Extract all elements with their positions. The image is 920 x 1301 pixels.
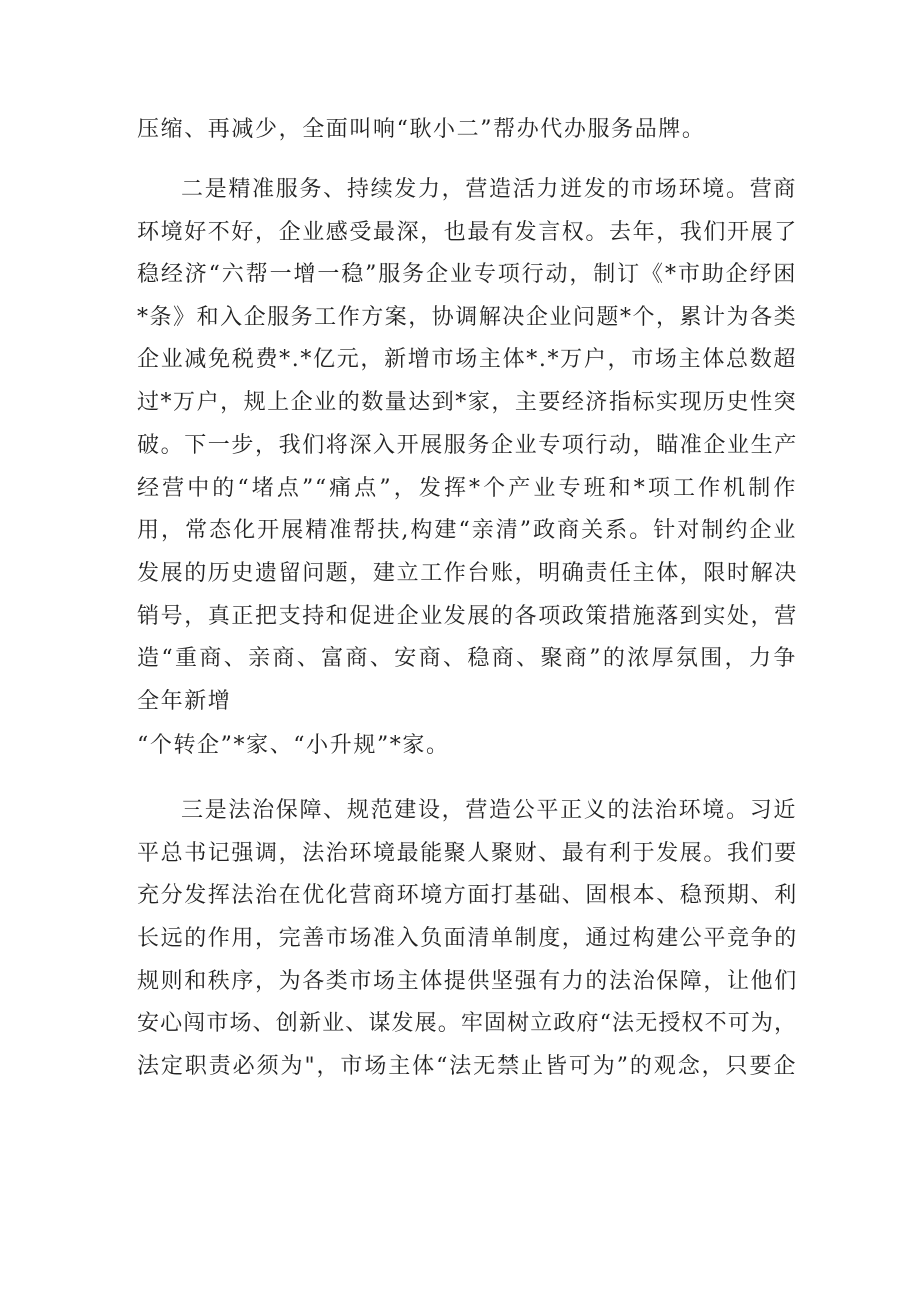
text-line: 过*万户，规上企业的数量达到*家，主要经济指标实现历史性突 [137, 390, 797, 415]
paragraph-first-line: 三是法治保障、规范建设，营造公平正义的法治环境。习近 [181, 798, 797, 823]
text-line: 长远的作用，完善市场准入负面清单制度，通过构建公平竞争的 [137, 926, 798, 951]
text-line: 规则和秩序，为各类市场主体提供坚强有力的法治保障，让他们 [137, 969, 798, 994]
text-line: 企业减免税费*.*亿元，新增市场主体*.*万户，市场主体总数超 [137, 347, 797, 372]
text-line: 销号，真正把支持和促进企业发展的各项政策措施落到实处，营 [137, 604, 798, 629]
text-line: 环境好不好，企业感受最深，也最有发言权。去年，我们开展了 [137, 220, 798, 245]
text-line: 压缩、再减少，全面叫响“耿小二”帮办代办服务品牌。 [137, 117, 706, 142]
text-line: *条》和入企服务工作方案，协调解决企业问题*个，累计为各类 [137, 305, 797, 330]
text-line: 全年新增 [137, 689, 232, 714]
text-line: 经营中的“堵点”“痛点”，发挥*个产业专班和*项工作机制作 [137, 476, 797, 501]
text-line: 平总书记强调，法治环境最能聚人聚财、最有利于发展。我们要 [137, 841, 798, 866]
paragraph-first-line: 二是精准服务、持续发力，营造活力迸发的市场环境。营商 [181, 177, 797, 202]
text-line: 造“重商、亲商、富商、安商、稳商、聚商”的浓厚氛围，力争 [137, 646, 797, 671]
text-line: 充分发挥法治在优化营商环境方面打基础、固根本、稳预期、利 [137, 883, 798, 908]
text-line: 发展的历史遗留问题，建立工作台账，明确责任主体，限时解决 [137, 561, 798, 586]
text-line: 安心闯市场、创新业、谋发展。牢固树立政府“法无授权不可为， [137, 1011, 797, 1036]
text-line: 稳经济“六帮一增一稳”服务企业专项行动，制订《*市助企纾困 [137, 262, 797, 287]
text-line: 法定职责必须为"，市场主体“法无禁止皆可为”的观念，只要企 [137, 1054, 797, 1079]
text-line: 破。下一步，我们将深入开展服务企业专项行动，瞄准企业生产 [137, 433, 798, 458]
text-line: “个转企”*家、“小升规”*家。 [137, 733, 450, 758]
text-line: 用，常态化开展精准帮扶,构建“亲清”政商关系。针对制约企业 [137, 518, 797, 543]
